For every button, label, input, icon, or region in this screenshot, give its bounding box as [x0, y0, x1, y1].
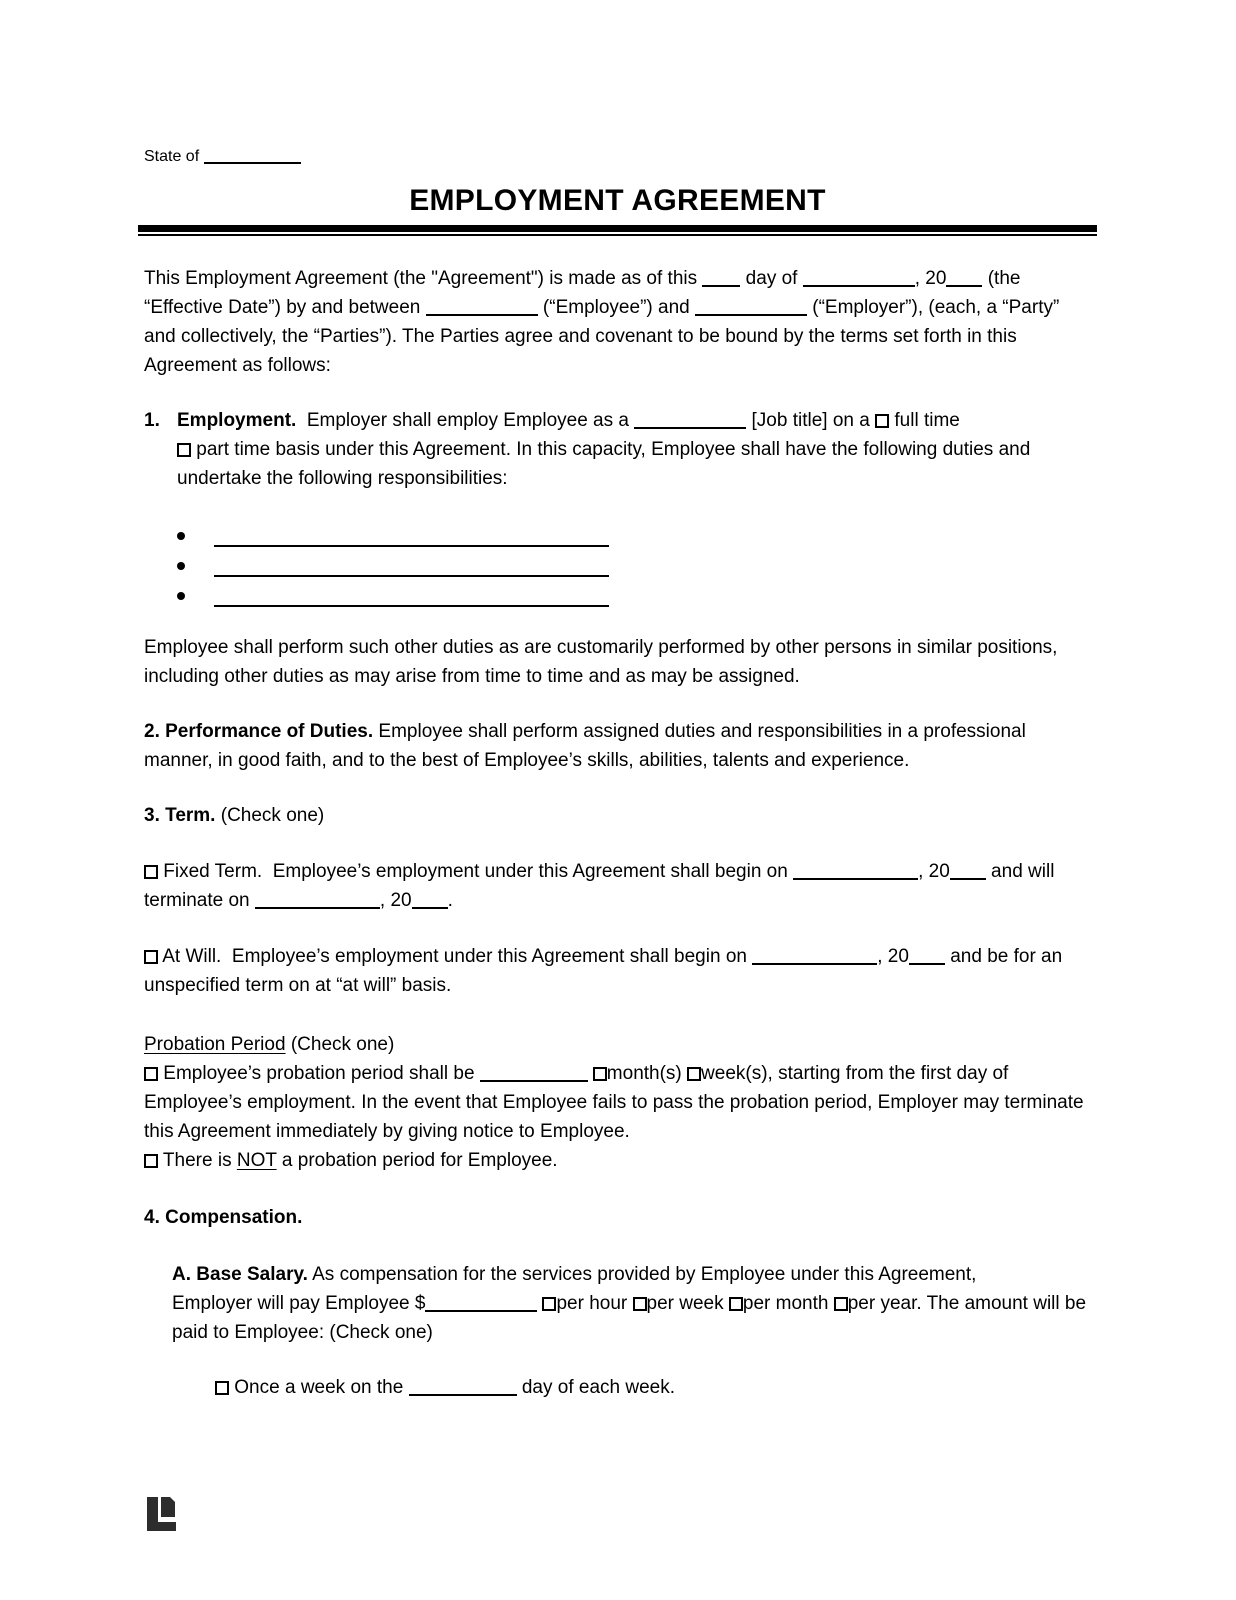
section-1-text-4: part time basis under this Agreement. In this capacity, Employee shall have the following duties and undertake the following responsibilities:: [177, 439, 1031, 489]
probation-opt1-text-2: month(s): [606, 1063, 688, 1084]
section-3-note: (Check one): [215, 805, 325, 826]
bullet-dot-icon: [177, 532, 185, 540]
blank-year[interactable]: [946, 282, 982, 287]
section-1-text-2: [Job title] on a: [746, 410, 876, 431]
duties-bullet-list: [144, 523, 1091, 613]
base-salary-text-4: per week: [646, 1293, 729, 1314]
blank-employer-name[interactable]: [695, 311, 807, 316]
fixed-term-text-4: , 20: [379, 890, 412, 911]
base-salary-text-6: per year. The amount will be paid to Employee: (Check one): [172, 1293, 1087, 1343]
fixed-term-text-1: Fixed Term. Employee’s employment under this Agreement shall begin on: [158, 861, 794, 882]
intro-text-6: (“Employer”), (each, a “Party” and collectively, the “Parties”). The Parties agree and covenant to be bound by the terms set forth in this Agreement as follows:: [144, 297, 1060, 376]
other-duties-paragraph: Employee shall perform such other duties as are customarily performed by other persons in similar positions, including other duties as may arise from time to time and as may be assigned.: [144, 637, 1058, 687]
intro-text-5: (“Employee”) and: [537, 297, 695, 318]
probation-opt1-text-1: Employee’s probation period shall be: [158, 1063, 480, 1084]
at-will-text-2: , 20: [877, 946, 909, 967]
once-week-text-2: day of each week.: [516, 1377, 675, 1398]
section-3-term: [144, 801, 1091, 830]
payment-once-week-option: [215, 1373, 1091, 1402]
fixed-term-text-2: , 20: [918, 861, 950, 882]
checkbox-part-time[interactable]: [177, 443, 191, 457]
fixed-term-text-5: .: [447, 890, 453, 911]
base-salary-text-1: As compensation for the services provided by Employee under this Agreement,: [307, 1264, 977, 1285]
checkbox-per-year[interactable]: [834, 1297, 848, 1311]
checkbox-per-hour[interactable]: [542, 1297, 556, 1311]
section-2-heading: 2. Performance of Duties.: [144, 721, 374, 742]
probation-opt2-text-1: There is: [158, 1150, 237, 1171]
section-2-text: Employee shall perform assigned duties and responsibilities in a professional manner, in good faith, and to the best of Employee’s skills, abilities, talents and experience.: [144, 721, 1026, 771]
probation-heading: [144, 1030, 1091, 1059]
at-will-text-1: At Will. Employee’s employment under this Agreement shall begin on: [158, 946, 753, 967]
probation-heading-underlined: Probation Period: [144, 1034, 286, 1055]
section-2-performance: [144, 717, 1091, 775]
at-will-option: [144, 942, 1091, 1000]
state-of-line: [144, 146, 1091, 168]
blank-weekday[interactable]: [409, 1391, 517, 1396]
section-1-body: [177, 406, 1091, 493]
blank-fixed-start-date[interactable]: [793, 875, 918, 880]
intro-text-1: This Employment Agreement (the "Agreement") is made as of this: [144, 268, 703, 289]
probation-opt1-text-3: week(s), starting from the first day of Employee’s employment. In the event that Employee fails to pass the probation period, Employer may terminate this Agreement immediately by giving notice to Employee.: [144, 1063, 1084, 1142]
legaltemplates-logo-icon: [145, 1497, 178, 1533]
blank-state[interactable]: [204, 159, 301, 164]
section-4-compensation-heading: 4. Compensation.: [144, 1207, 303, 1228]
intro-paragraph: [144, 264, 1091, 380]
blank-at-will-start-year[interactable]: [909, 960, 945, 965]
base-salary-heading: A. Base Salary.: [172, 1264, 308, 1285]
blank-duty-1[interactable]: [214, 523, 609, 547]
base-salary-paragraph: [172, 1260, 1091, 1347]
blank-probation-length[interactable]: [480, 1077, 588, 1082]
blank-salary-amount[interactable]: [425, 1307, 537, 1312]
checkbox-full-time[interactable]: [875, 414, 889, 428]
duty-bullet-item: [177, 523, 1091, 553]
section-1-text-1: Employer shall employ Employee as a: [296, 410, 635, 431]
probation-opt2-text-2: a probation period for Employee.: [276, 1150, 558, 1171]
blank-fixed-end-date[interactable]: [255, 904, 380, 909]
checkbox-weeks[interactable]: [687, 1067, 701, 1081]
intro-text-2: day of: [740, 268, 803, 289]
blank-day-number[interactable]: [702, 282, 740, 287]
section-1-employment: [144, 406, 1091, 493]
base-salary-text-5: per month: [742, 1293, 834, 1314]
intro-text-4: (the “Effective Date”) by and between: [144, 268, 1021, 318]
section-1-number: 1.: [144, 410, 160, 431]
checkbox-per-week[interactable]: [633, 1297, 647, 1311]
bullet-dot-icon: [177, 562, 185, 570]
checkbox-probation-period[interactable]: [144, 1067, 158, 1081]
blank-employee-name[interactable]: [426, 311, 538, 316]
once-week-text-1: Once a week on the: [229, 1377, 409, 1398]
checkbox-fixed-term[interactable]: [144, 865, 158, 879]
blank-fixed-end-year[interactable]: [412, 904, 448, 909]
checkbox-months[interactable]: [593, 1067, 607, 1081]
fixed-term-option: [144, 857, 1091, 915]
probation-heading-rest: (Check one): [285, 1034, 395, 1055]
blank-duty-2[interactable]: [214, 553, 609, 577]
probation-section: [144, 1030, 1091, 1175]
checkbox-per-month[interactable]: [729, 1297, 743, 1311]
probation-option-none: [144, 1146, 1091, 1175]
probation-option-duration: [144, 1059, 1091, 1146]
blank-at-will-start-date[interactable]: [752, 960, 877, 965]
state-of-label: State of: [144, 148, 200, 165]
section-3-heading: 3. Term.: [144, 805, 216, 826]
checkbox-no-probation[interactable]: [144, 1154, 158, 1168]
duty-bullet-item: [177, 583, 1091, 613]
probation-opt2-not: NOT: [236, 1150, 277, 1171]
title-divider: [138, 225, 1097, 236]
section-1-heading: Employment.: [177, 410, 297, 431]
duty-bullet-item: [177, 553, 1091, 583]
section-1-text-3: full time: [889, 410, 960, 431]
blank-duty-3[interactable]: [214, 583, 609, 607]
blank-month[interactable]: [803, 282, 915, 287]
checkbox-at-will[interactable]: [144, 950, 158, 964]
blank-job-title[interactable]: [634, 424, 746, 429]
bullet-dot-icon: [177, 592, 185, 600]
at-will-text-3: and be for an unspecified term on at “at will” basis.: [144, 946, 1063, 996]
blank-fixed-start-year[interactable]: [950, 875, 986, 880]
fixed-term-text-3: and will terminate on: [144, 861, 1055, 911]
page-title: EMPLOYMENT AGREEMENT: [409, 184, 826, 217]
base-salary-text-2: Employer will pay Employee $: [172, 1293, 426, 1314]
checkbox-once-a-week[interactable]: [215, 1381, 229, 1395]
base-salary-text-3: per hour: [556, 1293, 633, 1314]
intro-text-3: , 20: [914, 268, 947, 289]
